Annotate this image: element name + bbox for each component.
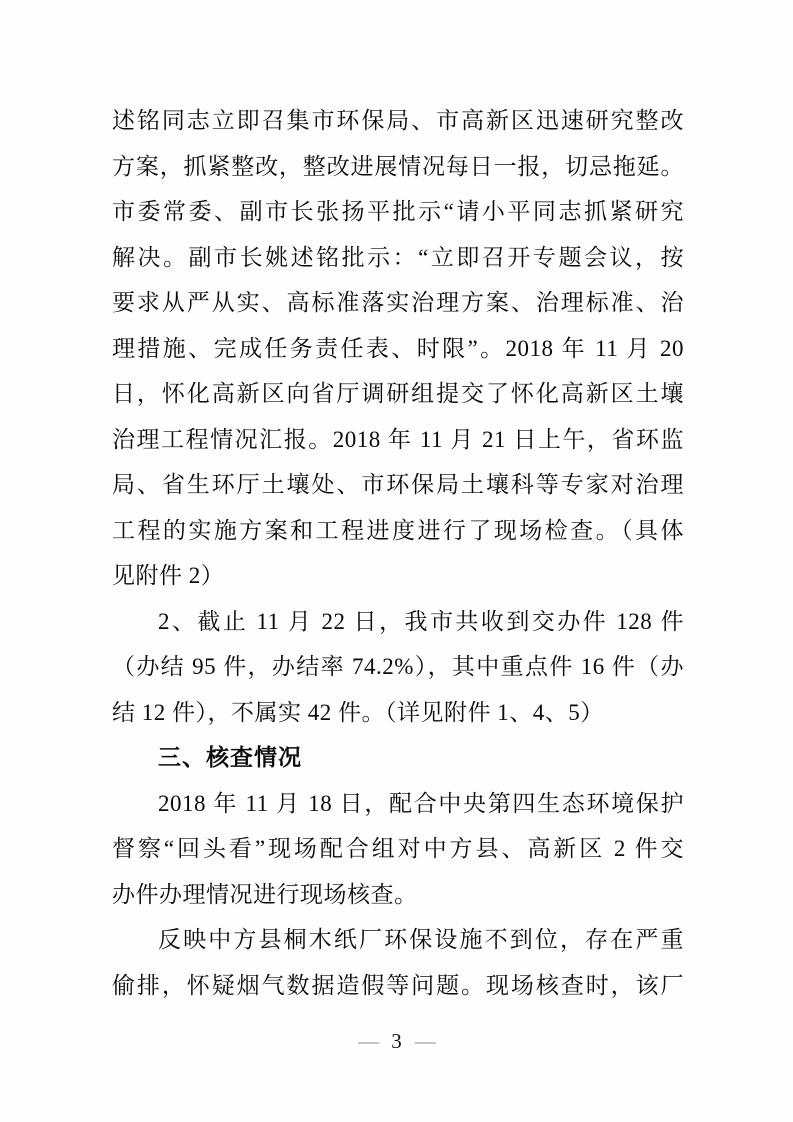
text-line: 2018 年 11 月 18 日，配合中央第四生态环境保护 (158, 790, 684, 816)
page-number: 3 (391, 1029, 402, 1053)
text-line: 治理工程情况汇报。2018 年 11 月 21 日上午，省环监 (112, 426, 684, 452)
text-line: 局、省生环厅土壤处、市环保局土壤科等专家对治理 (112, 472, 684, 497)
text-line: 理措施、完成任务责任表、时限”。2018 年 11 月 20 (112, 335, 684, 361)
text-line: 市委常委、副市长张扬平批示“请小平同志抓紧研究 (112, 199, 684, 224)
page-footer (0, 1024, 793, 1058)
text-line: 反映中方县桐木纸厂环保设施不到位，存在严重 (158, 927, 684, 952)
section-heading: 三、核查情况 (158, 744, 302, 770)
text-line: 日，怀化高新区向省厅调研组提交了怀化高新区土壤 (112, 381, 684, 406)
text-line: 述铭同志立即召集市环保局、市高新区迅速研究整改 (112, 108, 684, 133)
text-line: 结 12 件），不属实 42 件。（详见附件 1、4、5） (112, 699, 604, 725)
page-number-dash-left: — (358, 1029, 379, 1053)
page-number-dash-right: — (414, 1029, 435, 1053)
text-line: 见附件 2） (112, 563, 225, 588)
text-line: 工程的实施方案和工程进度进行了现场检查。（具体 (112, 517, 684, 543)
text-line: 偷排，怀疑烟气数据造假等问题。现场核查时，该厂 (112, 972, 684, 998)
document-body (112, 98, 684, 1008)
text-line: 2、截止 11 月 22 日，我市共收到交办件 128 件 (158, 608, 684, 634)
text-line: 督察“回头看”现场配合组对中方县、高新区 2 件交 (112, 836, 684, 861)
text-line: 解决。副市长姚述铭批示：“立即召开专题会议，按 (112, 244, 684, 270)
text-line: 办件办理情况进行现场核查。 (112, 881, 418, 907)
text-line: 要求从严从实、高标准落实治理方案、治理标准、治 (112, 290, 684, 315)
text-line: 方案，抓紧整改，整改进展情况每日一报，切忌拖延。 (112, 153, 684, 179)
text-line: （办结 95 件，办结率 74.2%），其中重点件 16 件（办 (112, 654, 684, 679)
